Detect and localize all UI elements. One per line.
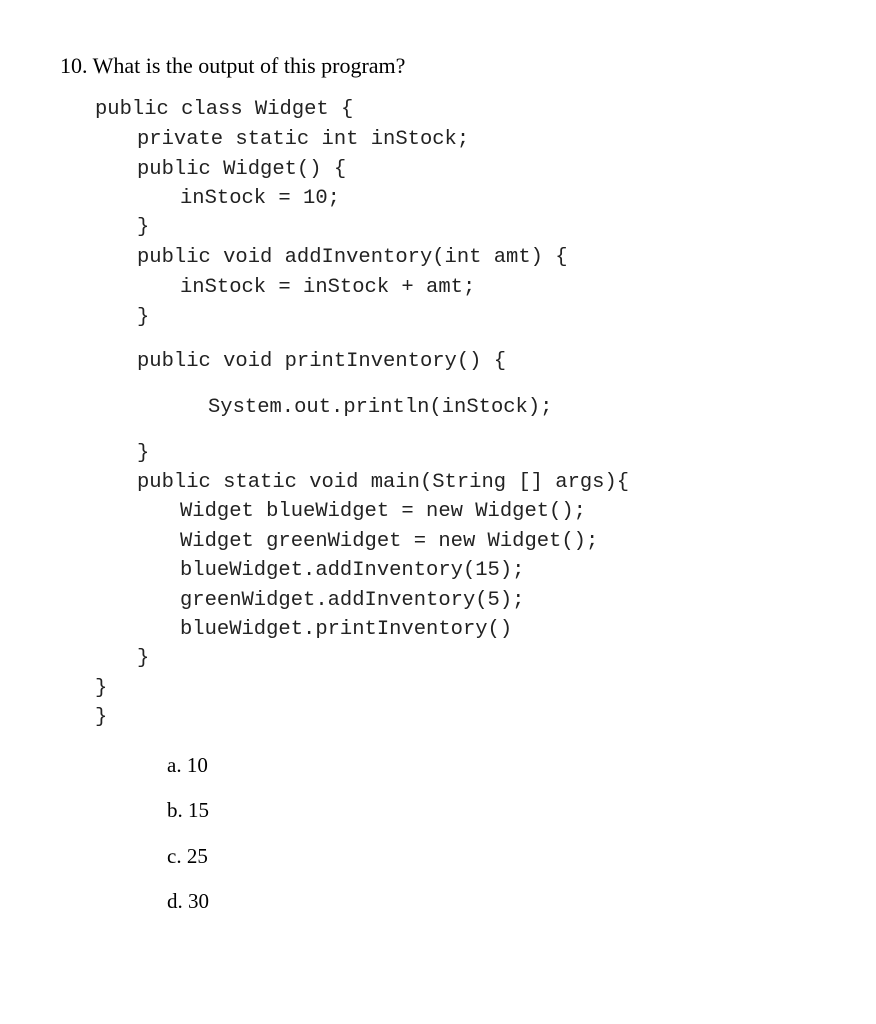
code-line: inStock = inStock + amt;	[180, 276, 476, 299]
code-line: public void printInventory() {	[137, 350, 507, 373]
code-line: }	[137, 442, 150, 465]
choice-value: 15	[188, 798, 209, 822]
question-number: 10.	[60, 53, 88, 78]
code-line: public class Widget {	[95, 98, 354, 121]
code-line: }	[137, 306, 150, 329]
code-line: private static int inStock;	[137, 128, 470, 151]
code-line: inStock = 10;	[180, 187, 340, 210]
code-line: public static void main(String [] args){	[137, 471, 630, 494]
code-line: }	[95, 706, 108, 729]
code-line: public Widget() {	[137, 158, 347, 181]
choice-c[interactable]	[167, 843, 208, 869]
code-line: }	[95, 677, 108, 700]
code-line: greenWidget.addInventory(5);	[180, 589, 525, 612]
choice-letter: a.	[167, 753, 182, 777]
choice-b[interactable]	[167, 797, 209, 823]
choice-letter: d.	[167, 889, 183, 913]
code-line: public void addInventory(int amt) {	[137, 246, 568, 269]
code-line: System.out.println(inStock);	[208, 396, 553, 419]
code-line: blueWidget.printInventory()	[180, 618, 513, 641]
code-line: }	[137, 647, 150, 670]
code-line: blueWidget.addInventory(15);	[180, 559, 525, 582]
code-line: Widget greenWidget = new Widget();	[180, 530, 599, 553]
choice-letter: c.	[167, 844, 182, 868]
choice-a[interactable]	[167, 752, 208, 778]
code-line: Widget blueWidget = new Widget();	[180, 500, 586, 523]
choice-value: 10	[186, 753, 208, 777]
question-text: What is the output of this program?	[92, 53, 406, 78]
question-heading	[60, 52, 405, 80]
choice-value: 30	[188, 889, 209, 913]
choice-letter: b.	[167, 798, 183, 822]
choice-value: 25	[186, 844, 208, 868]
code-line: }	[137, 216, 150, 239]
choice-d[interactable]	[167, 888, 209, 914]
